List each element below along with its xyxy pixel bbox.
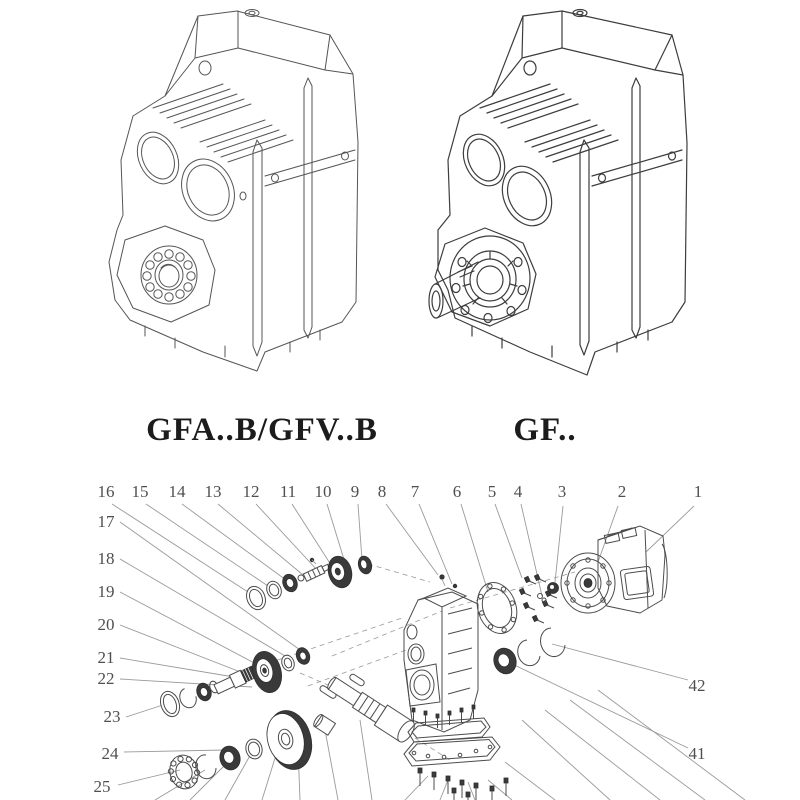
gearbox-gfab-body bbox=[109, 10, 358, 372]
callout-25: 25 bbox=[93, 777, 111, 796]
callout-19: 19 bbox=[97, 582, 115, 601]
exploded-parts-diagram bbox=[0, 480, 800, 800]
callout-17: 17 bbox=[97, 512, 115, 531]
gearbox-drawing-gf bbox=[410, 0, 695, 390]
model-label-gfab: GFA..B/GFV..B bbox=[146, 412, 378, 448]
part-cover-screws bbox=[418, 768, 508, 800]
motor-shaft-hub bbox=[584, 579, 592, 588]
callout-3: 3 bbox=[557, 482, 567, 501]
part-motor bbox=[561, 526, 667, 613]
part-output-shaft bbox=[323, 672, 417, 745]
callout-2: 2 bbox=[617, 482, 627, 501]
callout-23: 23 bbox=[103, 707, 121, 726]
gearbox-gfab-input-bores bbox=[129, 125, 244, 229]
callout-13: 13 bbox=[204, 482, 222, 501]
callout-4: 4 bbox=[513, 482, 523, 501]
callout-10: 10 bbox=[314, 482, 332, 501]
part-big-gear bbox=[261, 706, 318, 775]
callout-20: 20 bbox=[97, 615, 115, 634]
part-key-2 bbox=[349, 673, 366, 687]
part-snap-ring-1 bbox=[518, 640, 540, 666]
callout-14: 14 bbox=[168, 482, 186, 501]
part-spacer bbox=[312, 713, 336, 735]
callout-5: 5 bbox=[487, 482, 497, 501]
callout-1: 1 bbox=[693, 482, 703, 501]
callout-15: 15 bbox=[131, 482, 149, 501]
callout-24: 24 bbox=[101, 744, 119, 763]
callout-21: 21 bbox=[97, 648, 115, 667]
part-bearing-output bbox=[491, 645, 520, 677]
callout-7: 7 bbox=[410, 482, 420, 501]
part-end-cap-input bbox=[243, 584, 269, 613]
leader-lines bbox=[112, 504, 745, 800]
callout-numbers bbox=[94, 482, 706, 796]
callout-22: 22 bbox=[97, 669, 115, 688]
part-bearing-lower bbox=[217, 744, 243, 772]
gearbox-drawing-gfab bbox=[105, 0, 375, 390]
part-housing-screws-upper bbox=[412, 705, 475, 728]
callout-12: 12 bbox=[242, 482, 260, 501]
callout-11: 11 bbox=[279, 482, 297, 501]
callout-9: 9 bbox=[350, 482, 360, 501]
part-input-shaft-assembly bbox=[243, 554, 457, 613]
part-gear-input bbox=[325, 554, 355, 591]
part-end-cap-mid bbox=[157, 689, 183, 720]
part-shaft-input bbox=[303, 563, 330, 581]
callout-42: 42 bbox=[688, 676, 706, 695]
part-bottom-cover bbox=[404, 737, 500, 766]
part-snap-ring-lower bbox=[196, 755, 216, 779]
part-flange-ring bbox=[471, 577, 523, 638]
gearbox-gf-input-bores bbox=[455, 127, 561, 233]
callout-18: 18 bbox=[97, 549, 115, 568]
model-label-gf: GF.. bbox=[513, 412, 577, 448]
callout-16: 16 bbox=[97, 482, 115, 501]
callout-6: 6 bbox=[452, 482, 462, 501]
gearbox-gfab-output-bearing bbox=[117, 226, 215, 322]
callout-41: 41 bbox=[688, 744, 706, 763]
part-snap-ring-2 bbox=[541, 628, 565, 657]
part-bearing-input bbox=[280, 572, 300, 594]
callout-8: 8 bbox=[377, 482, 387, 501]
motor-body bbox=[598, 526, 667, 613]
part-gear-mid bbox=[248, 648, 286, 696]
